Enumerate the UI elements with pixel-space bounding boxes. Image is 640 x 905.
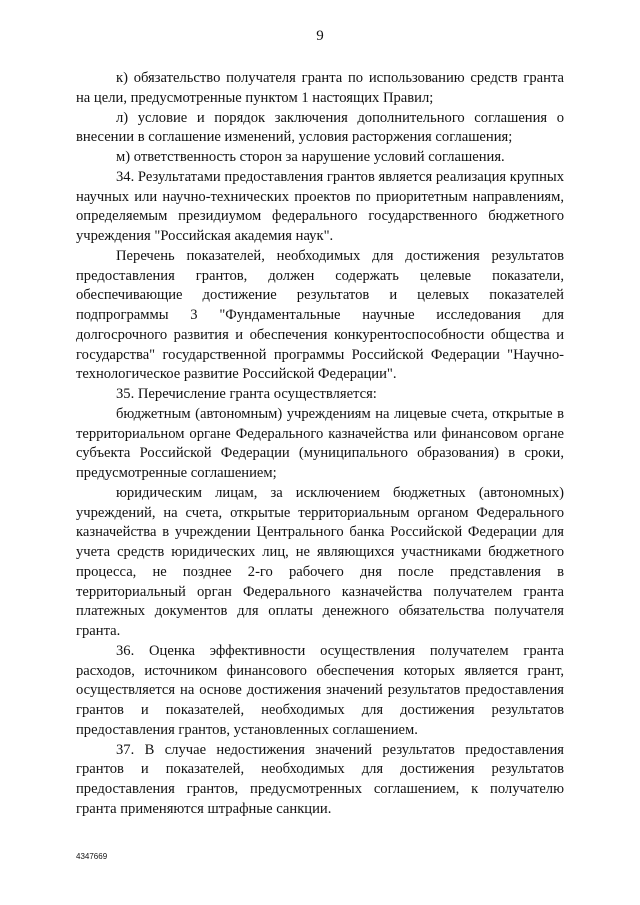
document-body [76, 69, 564, 820]
paragraph-item-k: к) обязательство получателя гранта по использованию средств гранта на цели, предусмотренные пунктом 1 настоящих Правил; [76, 70, 564, 106]
paragraph-36: 36. Оценка эффективности осуществления получателем гранта расходов, источником финансового обеспечения которых является грант, осуществляется на основе достижения значений результатов предоставления грантов и показателей, необходимых для достижения результатов предоставления грантов, установленных соглашением. [76, 642, 564, 738]
paragraph-34-indicators: Перечень показателей, необходимых для достижения результатов предоставления грантов, должен содержать целевые показатели, обеспечивающие достижение результатов и целевых показателей подпрограммы 3 "Фундаментальные научные исследования для долгосрочного развития и обеспечения конкурентоспособности общества и государства" государственной программы Российской Федерации "Научно-технологическое развитие Российской Федерации". [76, 247, 564, 383]
document-id: 4347669 [76, 852, 108, 861]
paragraph-item-l: л) условие и порядок заключения дополнительного соглашения о внесении в соглашение изменений, условия расторжения соглашения; [76, 109, 564, 146]
page-number: 9 [316, 28, 324, 44]
paragraph-35: 35. Перечисление гранта осуществляется: [116, 386, 377, 402]
paragraph-35-budget-institutions: бюджетным (автономным) учреждениям на лицевые счета, открытые в территориальном органе Федерального казначейства или финансовом органе субъекта Российской Федерации (муниципального образования) в сроки, предусмотренные соглашением; [76, 405, 564, 481]
paragraph-37: 37. В случае недостижения значений результатов предоставления грантов и показателей, необходимых для достижения результатов предоставления грантов, предусмотренных соглашением, к получателю гранта применяются штрафные санкции. [76, 741, 564, 817]
paragraph-34: 34. Результатами предоставления грантов является реализация крупных научных или научно-технических проектов по приоритетным направлениям, определяемым президиумом федерального государственного бюджетного учреждения "Российская академия наук". [76, 168, 564, 244]
paragraph-35-legal-entities: юридическим лицам, за исключением бюджетных (автономных) учреждений, на счета, открытые территориальным органом Федерального казначейства в учреждении Центрального банка Российской Федерации для учета средств юридических лиц, не являющихся участниками бюджетного процесса, не позднее 2-го рабочего дня после представления в территориальный орган Федерального казначейства получателем гранта платежных документов для оплаты денежного обязательства получателя гранта. [76, 484, 564, 639]
paragraph-item-m: м) ответственность сторон за нарушение условий соглашения. [116, 149, 505, 165]
